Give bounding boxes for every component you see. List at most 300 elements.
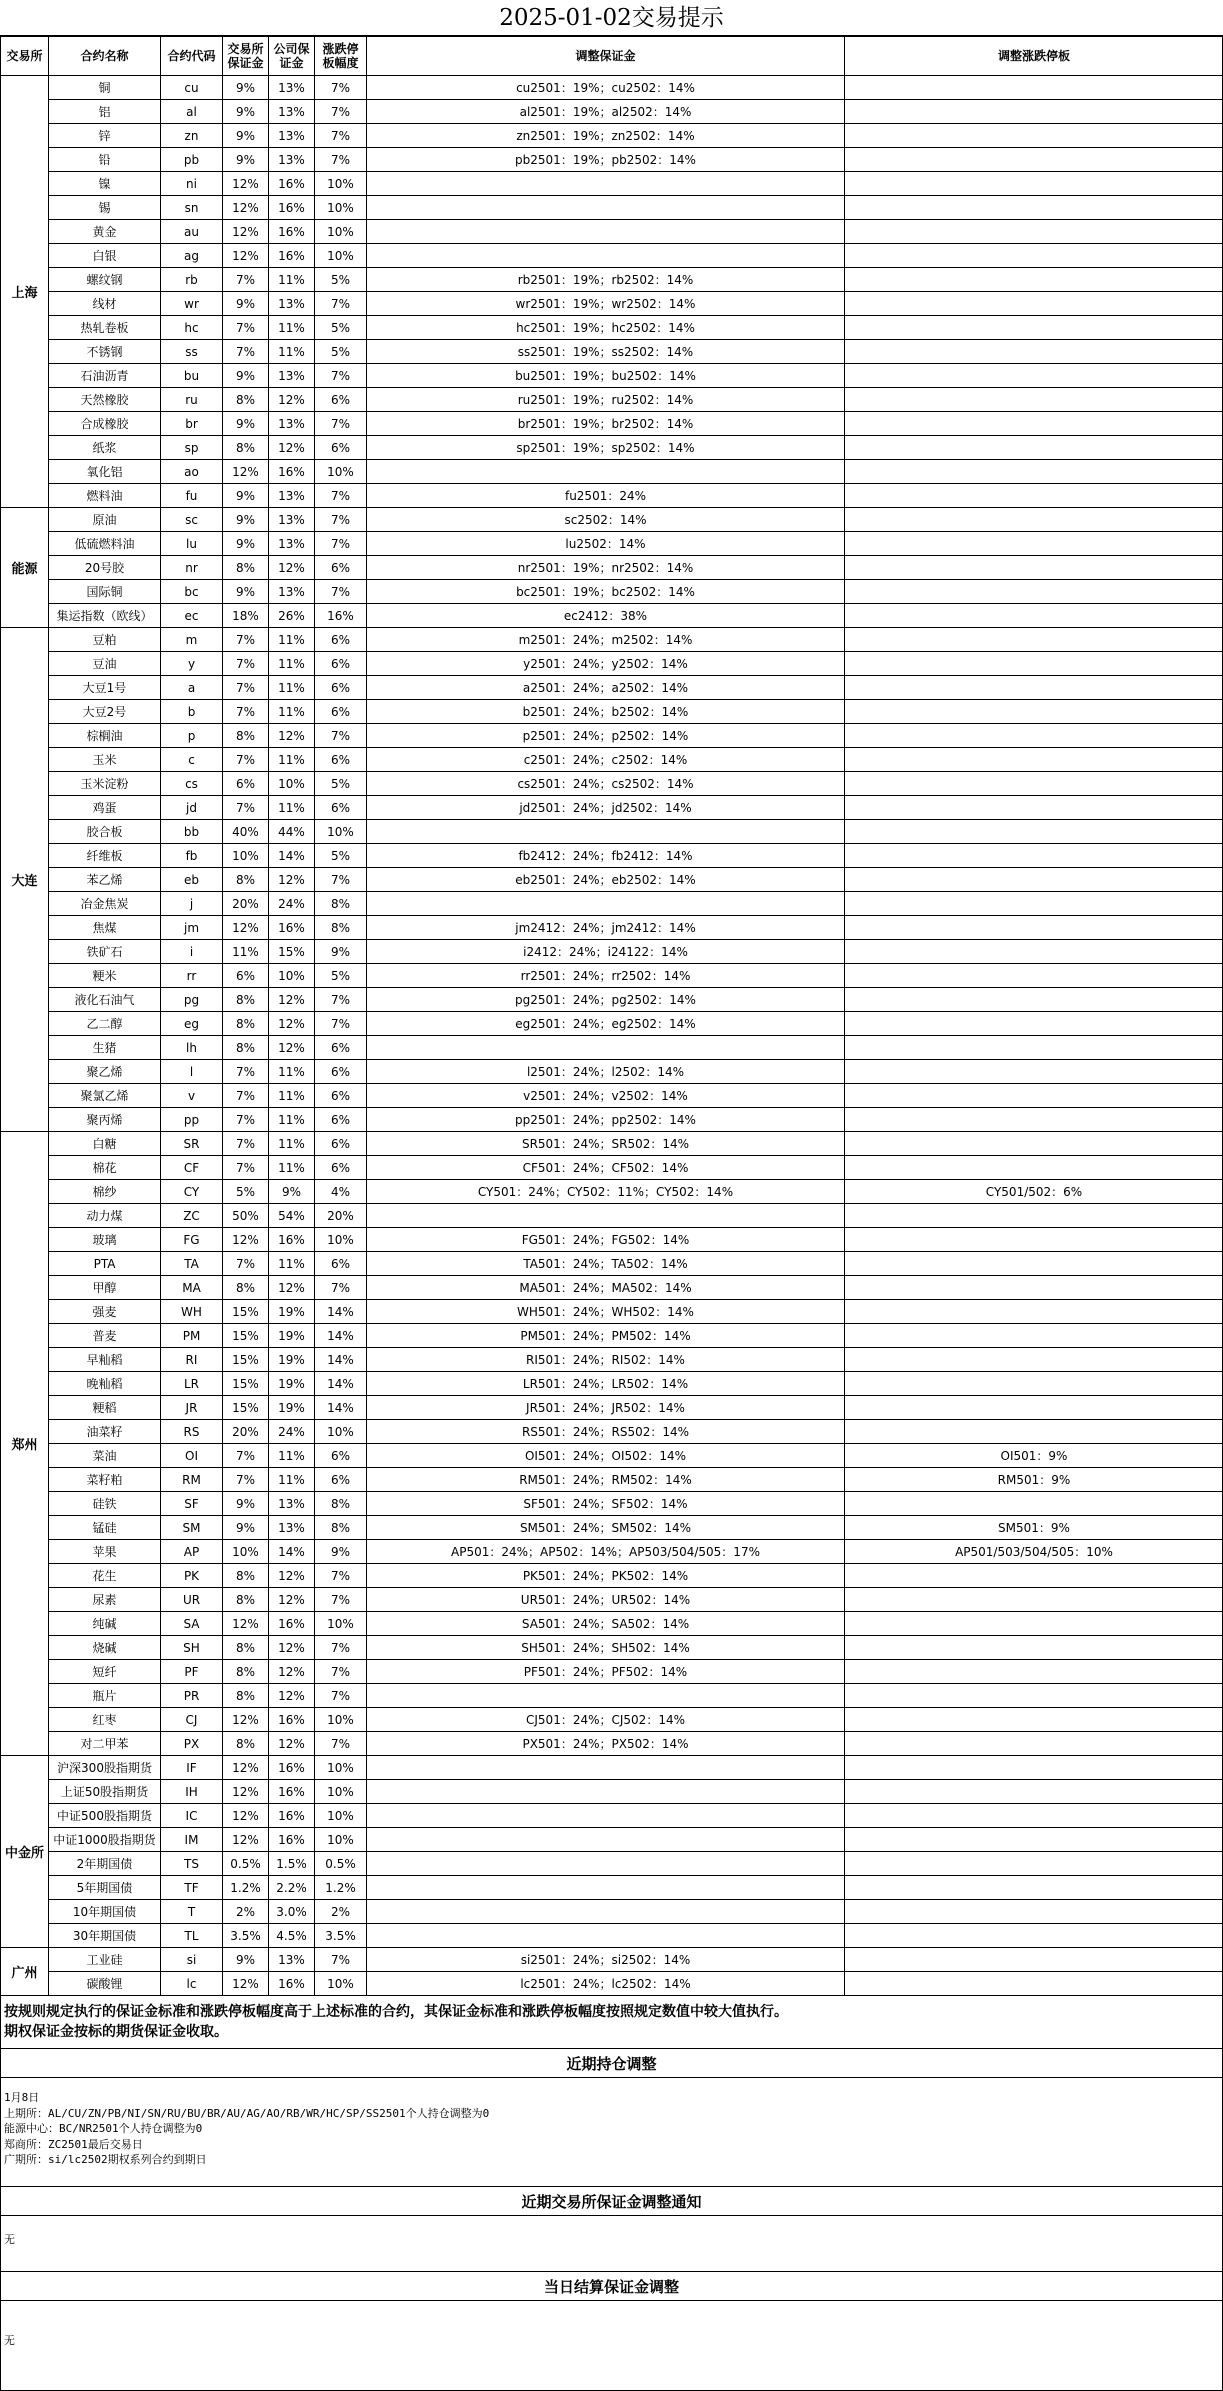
- exchange-margin-cell: 9%: [223, 412, 269, 436]
- company-margin-cell: 10%: [269, 772, 315, 796]
- exchange-margin-cell: 8%: [223, 1588, 269, 1612]
- col-header-company-margin: 公司保证金: [269, 37, 315, 76]
- contract-name-cell: 纤维板: [49, 844, 161, 868]
- limit-range-cell: 7%: [315, 364, 367, 388]
- limit-range-cell: 10%: [315, 1828, 367, 1852]
- exchange-margin-cell: 7%: [223, 1084, 269, 1108]
- contract-name-cell: 纸浆: [49, 436, 161, 460]
- company-margin-cell: 13%: [269, 412, 315, 436]
- adjust-limit-cell: [845, 676, 1223, 700]
- exchange-margin-cell: 12%: [223, 1756, 269, 1780]
- adjust-limit-cell: [845, 1396, 1223, 1420]
- adjust-limit-cell: [845, 100, 1223, 124]
- exchange-margin-cell: 12%: [223, 916, 269, 940]
- adjust-limit-cell: [845, 220, 1223, 244]
- company-margin-cell: 11%: [269, 1444, 315, 1468]
- limit-range-cell: 6%: [315, 1060, 367, 1084]
- adjust-limit-cell: [845, 1804, 1223, 1828]
- contract-code-cell: ag: [161, 244, 223, 268]
- exchange-margin-cell: 9%: [223, 100, 269, 124]
- table-row: [1, 1564, 1223, 1588]
- table-row: [1, 1300, 1223, 1324]
- adjust-limit-cell: CY501/502：6%: [845, 1180, 1223, 1204]
- exchange-margin-cell: 12%: [223, 220, 269, 244]
- limit-range-cell: 16%: [315, 604, 367, 628]
- contract-name-cell: 铝: [49, 100, 161, 124]
- limit-range-cell: 1.2%: [315, 1876, 367, 1900]
- exchange-margin-cell: 12%: [223, 1804, 269, 1828]
- adjust-margin-cell: eg2501：24%；eg2502：14%: [367, 1012, 845, 1036]
- table-row: [1, 388, 1223, 412]
- table-row: [1, 556, 1223, 580]
- contract-code-cell: i: [161, 940, 223, 964]
- company-margin-cell: 9%: [269, 1180, 315, 1204]
- adjust-margin-cell: CY501：24%；CY502：11%；CY502：14%: [367, 1180, 845, 1204]
- exchange-margin-cell: 15%: [223, 1300, 269, 1324]
- adjust-limit-cell: [845, 1204, 1223, 1228]
- contract-name-cell: 中证500股指期货: [49, 1804, 161, 1828]
- table-row: [1, 1204, 1223, 1228]
- col-header-exchange: 交易所: [1, 37, 49, 76]
- table-row: [1, 532, 1223, 556]
- adjust-limit-cell: [845, 796, 1223, 820]
- adjust-limit-cell: [845, 1324, 1223, 1348]
- table-row: [1, 1228, 1223, 1252]
- adjust-limit-cell: [845, 988, 1223, 1012]
- adjust-limit-cell: [845, 724, 1223, 748]
- company-margin-cell: 19%: [269, 1396, 315, 1420]
- company-margin-cell: 14%: [269, 844, 315, 868]
- contract-code-cell: SA: [161, 1612, 223, 1636]
- contract-name-cell: 镍: [49, 172, 161, 196]
- table-row: [1, 124, 1223, 148]
- adjust-margin-cell: [367, 1876, 845, 1900]
- adjust-margin-cell: ec2412：38%: [367, 604, 845, 628]
- adjust-margin-cell: [367, 892, 845, 916]
- contract-name-cell: 铁矿石: [49, 940, 161, 964]
- adjust-margin-cell: [367, 1804, 845, 1828]
- adjust-limit-cell: [845, 1684, 1223, 1708]
- adjust-margin-cell: SH501：24%；SH502：14%: [367, 1636, 845, 1660]
- adjust-margin-cell: [367, 220, 845, 244]
- limit-range-cell: 8%: [315, 1492, 367, 1516]
- table-row: [1, 1372, 1223, 1396]
- limit-range-cell: 7%: [315, 868, 367, 892]
- table-row: [1, 1252, 1223, 1276]
- limit-range-cell: 5%: [315, 268, 367, 292]
- adjust-limit-cell: [845, 892, 1223, 916]
- company-margin-cell: 12%: [269, 388, 315, 412]
- limit-range-cell: 10%: [315, 1228, 367, 1252]
- exchange-margin-cell: 8%: [223, 724, 269, 748]
- limit-range-cell: 6%: [315, 1036, 367, 1060]
- company-margin-cell: 16%: [269, 1828, 315, 1852]
- contract-code-cell: PF: [161, 1660, 223, 1684]
- contract-name-cell: 碳酸锂: [49, 1972, 161, 1996]
- company-margin-cell: 16%: [269, 244, 315, 268]
- table-row: [1, 628, 1223, 652]
- limit-range-cell: 6%: [315, 1156, 367, 1180]
- contract-name-cell: 天然橡胶: [49, 388, 161, 412]
- exchange-margin-cell: 18%: [223, 604, 269, 628]
- contract-name-cell: 合成橡胶: [49, 412, 161, 436]
- contract-name-cell: 中证1000股指期货: [49, 1828, 161, 1852]
- contract-name-cell: 沪深300股指期货: [49, 1756, 161, 1780]
- exchange-margin-cell: 7%: [223, 652, 269, 676]
- company-margin-cell: 11%: [269, 652, 315, 676]
- settlement-adjust-title: 当日结算保证金调整: [0, 2271, 1223, 2301]
- exchange-margin-cell: 12%: [223, 1612, 269, 1636]
- table-row: [1, 220, 1223, 244]
- exchange-margin-cell: 0.5%: [223, 1852, 269, 1876]
- contract-name-cell: 苹果: [49, 1540, 161, 1564]
- adjust-margin-cell: RM501：24%；RM502：14%: [367, 1468, 845, 1492]
- exchange-margin-cell: 12%: [223, 172, 269, 196]
- exchange-margin-cell: 9%: [223, 148, 269, 172]
- exchange-margin-cell: 20%: [223, 1420, 269, 1444]
- contract-code-cell: al: [161, 100, 223, 124]
- exchange-margin-cell: 8%: [223, 1660, 269, 1684]
- adjust-margin-cell: [367, 196, 845, 220]
- margin-table: [0, 36, 1223, 1996]
- adjust-limit-cell: [845, 1276, 1223, 1300]
- table-row: [1, 1684, 1223, 1708]
- adjust-margin-cell: OI501：24%；OI502：14%: [367, 1444, 845, 1468]
- contract-code-cell: TL: [161, 1924, 223, 1948]
- contract-code-cell: l: [161, 1060, 223, 1084]
- contract-code-cell: SR: [161, 1132, 223, 1156]
- adjust-limit-cell: [845, 268, 1223, 292]
- exchange-margin-cell: 8%: [223, 1276, 269, 1300]
- table-row: [1, 1828, 1223, 1852]
- limit-range-cell: 0.5%: [315, 1852, 367, 1876]
- contract-code-cell: T: [161, 1900, 223, 1924]
- limit-range-cell: 7%: [315, 124, 367, 148]
- adjust-margin-cell: LR501：24%；LR502：14%: [367, 1372, 845, 1396]
- company-margin-cell: 10%: [269, 964, 315, 988]
- limit-range-cell: 8%: [315, 916, 367, 940]
- table-row: [1, 700, 1223, 724]
- limit-range-cell: 6%: [315, 652, 367, 676]
- exchange-cell: 郑州: [1, 1132, 49, 1756]
- table-row: [1, 1444, 1223, 1468]
- adjust-limit-cell: [845, 1108, 1223, 1132]
- company-margin-cell: 1.5%: [269, 1852, 315, 1876]
- table-row: [1, 1060, 1223, 1084]
- adjust-limit-cell: [845, 1612, 1223, 1636]
- contract-code-cell: sp: [161, 436, 223, 460]
- position-adjust-body: 1月8日 上期所：AL/CU/ZN/PB/NI/SN/RU/BU/BR/AU/AG/AO/RB/WR/HC/SP/SS2501个人持仓调整为0 能源中心：BC/NR2501个人持仓调整为0 郑商所：ZC2501最后交易日 广期所：si/lc2502期权系列合约到期日: [4, 2091, 490, 2166]
- adjust-margin-cell: [367, 1204, 845, 1228]
- contract-code-cell: PR: [161, 1684, 223, 1708]
- limit-range-cell: 7%: [315, 1636, 367, 1660]
- limit-range-cell: 7%: [315, 580, 367, 604]
- adjust-limit-cell: [845, 484, 1223, 508]
- contract-code-cell: j: [161, 892, 223, 916]
- company-margin-cell: 12%: [269, 1732, 315, 1756]
- table-row: [1, 172, 1223, 196]
- adjust-limit-cell: [845, 1948, 1223, 1972]
- company-margin-cell: 16%: [269, 1612, 315, 1636]
- company-margin-cell: 13%: [269, 364, 315, 388]
- adjust-margin-cell: sp2501：19%；sp2502：14%: [367, 436, 845, 460]
- limit-range-cell: 6%: [315, 1108, 367, 1132]
- table-row: [1, 844, 1223, 868]
- exchange-margin-cell: 15%: [223, 1372, 269, 1396]
- contract-code-cell: pb: [161, 148, 223, 172]
- adjust-limit-cell: [845, 1036, 1223, 1060]
- company-margin-cell: 11%: [269, 1132, 315, 1156]
- limit-range-cell: 7%: [315, 532, 367, 556]
- table-row: [1, 76, 1223, 100]
- exchange-margin-cell: 15%: [223, 1324, 269, 1348]
- contract-code-cell: cs: [161, 772, 223, 796]
- exchange-margin-cell: 7%: [223, 1252, 269, 1276]
- adjust-margin-cell: l2501：24%；l2502：14%: [367, 1060, 845, 1084]
- adjust-margin-cell: pp2501：24%；pp2502：14%: [367, 1108, 845, 1132]
- adjust-margin-cell: [367, 1036, 845, 1060]
- contract-name-cell: 棉纱: [49, 1180, 161, 1204]
- limit-range-cell: 7%: [315, 1732, 367, 1756]
- contract-code-cell: v: [161, 1084, 223, 1108]
- contract-name-cell: 玉米: [49, 748, 161, 772]
- contract-code-cell: AP: [161, 1540, 223, 1564]
- adjust-margin-cell: jd2501：24%；jd2502：14%: [367, 796, 845, 820]
- contract-name-cell: 聚乙烯: [49, 1060, 161, 1084]
- adjust-margin-cell: SF501：24%；SF502：14%: [367, 1492, 845, 1516]
- company-margin-cell: 11%: [269, 1108, 315, 1132]
- table-row: [1, 1588, 1223, 1612]
- exchange-margin-cell: 9%: [223, 364, 269, 388]
- adjust-margin-cell: al2501：19%；al2502：14%: [367, 100, 845, 124]
- limit-range-cell: 7%: [315, 1948, 367, 1972]
- adjust-margin-cell: [367, 1756, 845, 1780]
- contract-code-cell: ni: [161, 172, 223, 196]
- adjust-margin-cell: RI501：24%；RI502：14%: [367, 1348, 845, 1372]
- company-margin-cell: 12%: [269, 1660, 315, 1684]
- limit-range-cell: 7%: [315, 76, 367, 100]
- table-row: [1, 1636, 1223, 1660]
- table-row: [1, 1540, 1223, 1564]
- exchange-margin-cell: 9%: [223, 532, 269, 556]
- adjust-margin-cell: y2501：24%；y2502：14%: [367, 652, 845, 676]
- contract-code-cell: a: [161, 676, 223, 700]
- limit-range-cell: 7%: [315, 1012, 367, 1036]
- rule-note: [0, 2002, 1223, 2042]
- table-row: [1, 1972, 1223, 1996]
- contract-name-cell: 原油: [49, 508, 161, 532]
- adjust-margin-cell: [367, 1924, 845, 1948]
- limit-range-cell: 2%: [315, 1900, 367, 1924]
- contract-code-cell: pg: [161, 988, 223, 1012]
- limit-range-cell: 7%: [315, 148, 367, 172]
- company-margin-cell: 15%: [269, 940, 315, 964]
- contract-code-cell: ZC: [161, 1204, 223, 1228]
- adjust-limit-cell: [845, 964, 1223, 988]
- company-margin-cell: 12%: [269, 1036, 315, 1060]
- company-margin-cell: 26%: [269, 604, 315, 628]
- limit-range-cell: 6%: [315, 796, 367, 820]
- adjust-margin-cell: v2501：24%；v2502：14%: [367, 1084, 845, 1108]
- limit-range-cell: 7%: [315, 1276, 367, 1300]
- contract-code-cell: TA: [161, 1252, 223, 1276]
- exchange-margin-cell: 7%: [223, 796, 269, 820]
- limit-range-cell: 8%: [315, 1516, 367, 1540]
- adjust-margin-cell: c2501：24%；c2502：14%: [367, 748, 845, 772]
- adjust-limit-cell: [845, 1636, 1223, 1660]
- company-margin-cell: 12%: [269, 1636, 315, 1660]
- adjust-limit-cell: [845, 1900, 1223, 1924]
- contract-name-cell: 石油沥青: [49, 364, 161, 388]
- exchange-margin-cell: 50%: [223, 1204, 269, 1228]
- contract-name-cell: 甲醇: [49, 1276, 161, 1300]
- contract-code-cell: ss: [161, 340, 223, 364]
- adjust-limit-cell: [845, 1084, 1223, 1108]
- contract-code-cell: PM: [161, 1324, 223, 1348]
- limit-range-cell: 10%: [315, 1420, 367, 1444]
- table-row: [1, 340, 1223, 364]
- limit-range-cell: 7%: [315, 508, 367, 532]
- limit-range-cell: 10%: [315, 196, 367, 220]
- company-margin-cell: 12%: [269, 1564, 315, 1588]
- exchange-margin-cell: 8%: [223, 436, 269, 460]
- table-row: [1, 1780, 1223, 1804]
- limit-range-cell: 14%: [315, 1300, 367, 1324]
- contract-name-cell: 5年期国债: [49, 1876, 161, 1900]
- adjust-limit-cell: [845, 652, 1223, 676]
- exchange-margin-cell: 12%: [223, 1828, 269, 1852]
- contract-name-cell: 硅铁: [49, 1492, 161, 1516]
- company-margin-cell: 12%: [269, 724, 315, 748]
- exchange-margin-cell: 7%: [223, 748, 269, 772]
- limit-range-cell: 6%: [315, 388, 367, 412]
- adjust-margin-cell: rr2501：24%；rr2502：14%: [367, 964, 845, 988]
- limit-range-cell: 14%: [315, 1324, 367, 1348]
- contract-code-cell: pp: [161, 1108, 223, 1132]
- exchange-margin-cell: 8%: [223, 1636, 269, 1660]
- adjust-limit-cell: [845, 76, 1223, 100]
- contract-code-cell: si: [161, 1948, 223, 1972]
- limit-range-cell: 10%: [315, 220, 367, 244]
- contract-code-cell: rr: [161, 964, 223, 988]
- contract-name-cell: 动力煤: [49, 1204, 161, 1228]
- table-row: [1, 1084, 1223, 1108]
- adjust-margin-cell: i2412：24%；i24122：14%: [367, 940, 845, 964]
- exchange-margin-cell: 6%: [223, 964, 269, 988]
- company-margin-cell: 16%: [269, 1708, 315, 1732]
- contract-name-cell: 2年期国债: [49, 1852, 161, 1876]
- adjust-margin-cell: lu2502：14%: [367, 532, 845, 556]
- limit-range-cell: 14%: [315, 1348, 367, 1372]
- company-margin-cell: 4.5%: [269, 1924, 315, 1948]
- contract-name-cell: 燃料油: [49, 484, 161, 508]
- contract-code-cell: bu: [161, 364, 223, 388]
- exchange-margin-cell: 5%: [223, 1180, 269, 1204]
- limit-range-cell: 10%: [315, 1972, 367, 1996]
- company-margin-cell: 11%: [269, 628, 315, 652]
- limit-range-cell: 7%: [315, 412, 367, 436]
- exchange-margin-cell: 9%: [223, 580, 269, 604]
- table-row: [1, 1708, 1223, 1732]
- adjust-margin-cell: PK501：24%；PK502：14%: [367, 1564, 845, 1588]
- contract-code-cell: bb: [161, 820, 223, 844]
- adjust-margin-cell: PM501：24%；PM502：14%: [367, 1324, 845, 1348]
- table-row: [1, 364, 1223, 388]
- contract-code-cell: nr: [161, 556, 223, 580]
- limit-range-cell: 3.5%: [315, 1924, 367, 1948]
- adjust-margin-cell: RS501：24%；RS502：14%: [367, 1420, 845, 1444]
- adjust-limit-cell: [845, 1060, 1223, 1084]
- company-margin-cell: 16%: [269, 460, 315, 484]
- exchange-margin-cell: 15%: [223, 1348, 269, 1372]
- adjust-limit-cell: [845, 1708, 1223, 1732]
- exchange-notice-title: 近期交易所保证金调整通知: [0, 2186, 1223, 2216]
- exchange-margin-cell: 1.2%: [223, 1876, 269, 1900]
- adjust-margin-cell: pb2501：19%；pb2502：14%: [367, 148, 845, 172]
- contract-name-cell: 大豆1号: [49, 676, 161, 700]
- company-margin-cell: 13%: [269, 580, 315, 604]
- limit-range-cell: 6%: [315, 1252, 367, 1276]
- col-header-limit-range: 涨跌停板幅度: [315, 37, 367, 76]
- adjust-limit-cell: [845, 628, 1223, 652]
- adjust-limit-cell: [845, 340, 1223, 364]
- exchange-margin-cell: 9%: [223, 292, 269, 316]
- table-row: [1, 1852, 1223, 1876]
- company-margin-cell: 19%: [269, 1372, 315, 1396]
- company-margin-cell: 12%: [269, 556, 315, 580]
- contract-code-cell: jd: [161, 796, 223, 820]
- company-margin-cell: 13%: [269, 292, 315, 316]
- contract-name-cell: 焦煤: [49, 916, 161, 940]
- limit-range-cell: 7%: [315, 1588, 367, 1612]
- header-row: [1, 37, 1223, 76]
- table-row: [1, 1660, 1223, 1684]
- contract-name-cell: 烧碱: [49, 1636, 161, 1660]
- contract-name-cell: 生猪: [49, 1036, 161, 1060]
- adjust-limit-cell: [845, 1660, 1223, 1684]
- contract-code-cell: ec: [161, 604, 223, 628]
- exchange-margin-cell: 8%: [223, 556, 269, 580]
- contract-name-cell: 普麦: [49, 1324, 161, 1348]
- table-row: [1, 1348, 1223, 1372]
- exchange-margin-cell: 12%: [223, 1228, 269, 1252]
- adjust-margin-cell: WH501：24%；WH502：14%: [367, 1300, 845, 1324]
- contract-name-cell: 线材: [49, 292, 161, 316]
- contract-name-cell: 粳米: [49, 964, 161, 988]
- exchange-margin-cell: 9%: [223, 1948, 269, 1972]
- exchange-margin-cell: 7%: [223, 1132, 269, 1156]
- adjust-margin-cell: sc2502：14%: [367, 508, 845, 532]
- limit-range-cell: 20%: [315, 1204, 367, 1228]
- exchange-margin-cell: 15%: [223, 1396, 269, 1420]
- limit-range-cell: 6%: [315, 556, 367, 580]
- contract-name-cell: 聚氯乙烯: [49, 1084, 161, 1108]
- contract-name-cell: 锡: [49, 196, 161, 220]
- company-margin-cell: 13%: [269, 1492, 315, 1516]
- exchange-margin-cell: 12%: [223, 196, 269, 220]
- table-row: [1, 820, 1223, 844]
- company-margin-cell: 16%: [269, 1972, 315, 1996]
- contract-code-cell: SM: [161, 1516, 223, 1540]
- contract-code-cell: ru: [161, 388, 223, 412]
- company-margin-cell: 11%: [269, 1060, 315, 1084]
- adjust-margin-cell: FG501：24%；FG502：14%: [367, 1228, 845, 1252]
- contract-code-cell: au: [161, 220, 223, 244]
- exchange-margin-cell: 8%: [223, 988, 269, 1012]
- contract-name-cell: 瓶片: [49, 1684, 161, 1708]
- exchange-margin-cell: 2%: [223, 1900, 269, 1924]
- contract-name-cell: 白银: [49, 244, 161, 268]
